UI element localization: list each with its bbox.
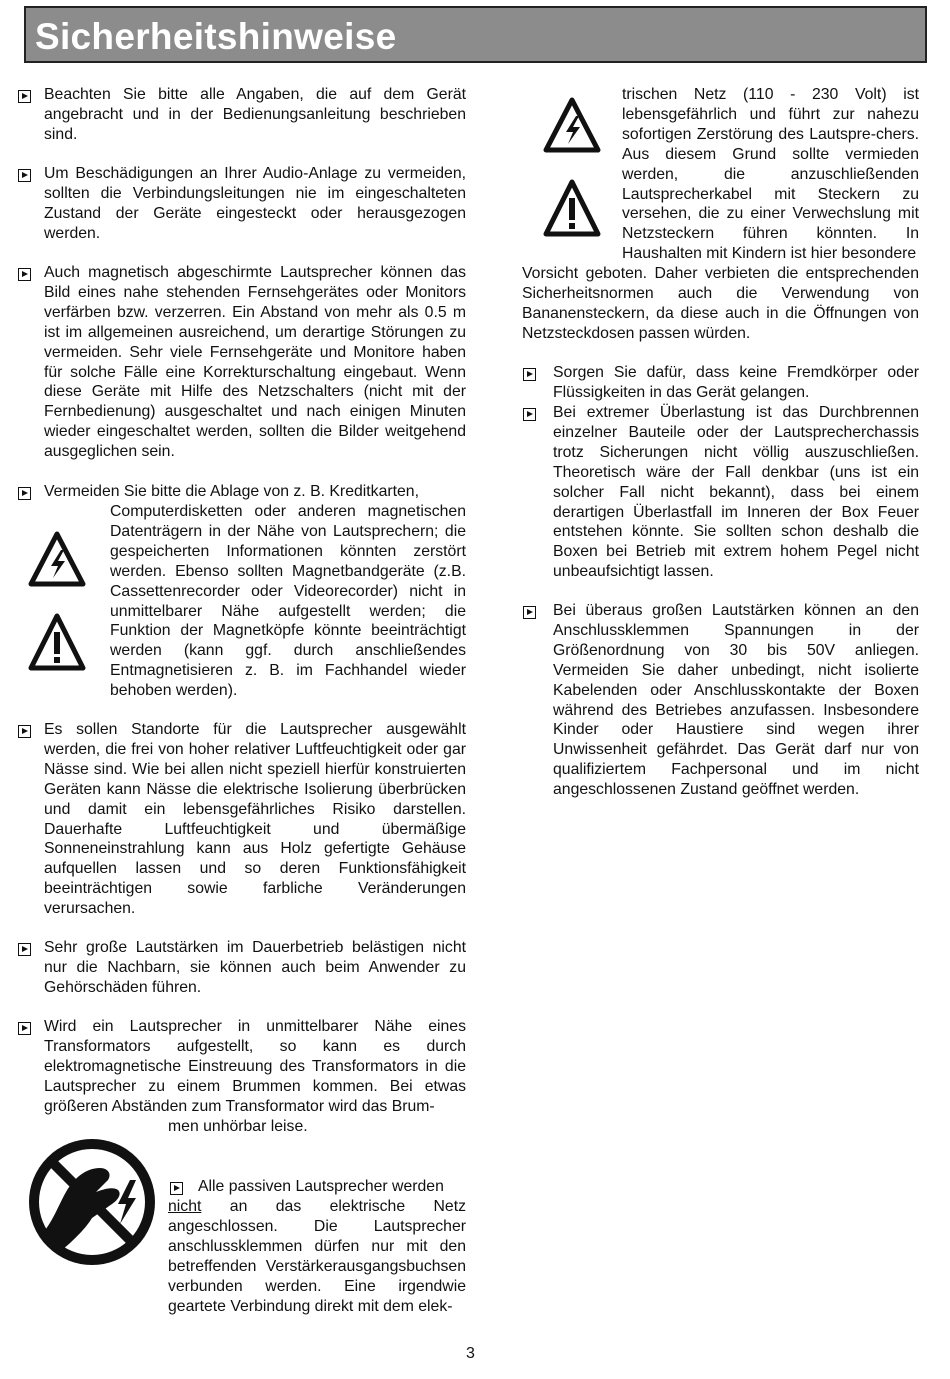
paragraph-note-1 [44, 85, 466, 145]
paragraph-note-4-intro [44, 482, 466, 502]
paragraph-note-5 [44, 720, 466, 919]
paragraph-note-10 [553, 403, 919, 582]
paragraph-note-7 [44, 1017, 466, 1117]
page-number: 3 [466, 1345, 475, 1362]
note-text: trischen Netz (110 - 230 Volt) ist lebensgefährlich und führt zur nahezu sofortigen Zerstörung des Lautspre-chers. Aus diesem Grund sollte vermieden werden, die anzuschließenden Lautsprecherkabel mit Steckern zu versehen, die zu einer Verwechslung mit Netzsteckern führen könnten. In Haushalten mit Kindern ist hier besondere [622, 86, 919, 263]
exclamation-warning-icon [28, 612, 86, 672]
play-bullet-icon [523, 606, 536, 619]
play-bullet-icon [18, 90, 31, 103]
play-bullet-icon [18, 943, 31, 956]
play-bullet-icon [523, 368, 536, 381]
page-title: Sicherheitshinweise [35, 16, 397, 57]
play-bullet-icon [18, 725, 31, 738]
play-bullet-icon [18, 487, 31, 500]
paragraph-note-9 [553, 363, 919, 403]
no-touch-electric-icon [22, 1132, 162, 1272]
note-text [168, 1197, 466, 1316]
paragraph-note-6 [44, 938, 466, 998]
play-bullet-icon [18, 169, 31, 182]
note-text: Alle passiven Lautsprecher werden [198, 1178, 444, 1195]
paragraph-note-7-end [168, 1117, 466, 1137]
exclamation-warning-icon [542, 178, 602, 238]
play-bullet-icon [18, 268, 31, 281]
note-text-rest: an das elektrische Netz angeschlossen. Die Lautsprecher anschlussklemmen dürfen nur mit den betreffenden Verstärkerausgangsbuchsen verbunden werden. Eine irgendwie geartete Verbindung direkt mit dem elek- [168, 1198, 466, 1315]
paragraph-note-11 [553, 601, 919, 800]
paragraph-note-3 [44, 263, 466, 462]
note-text: Auch magnetisch abgeschirmte Lautsprecher können das Bild eines nahe stehenden Fernsehgerätes oder Monitors verfärben bzw. verzerren. Ein Abstand von mehr als 0.5 m ist im allgemeinen ausreichend, um derartige Störungen zu vermeiden. Sehr viele Fernsehgeräte und Monitore haben für solche Fälle eine Korrekturschaltung eingebaut. Wenn diese Geräte mit Hilfe des Netzschalters (nicht mit der Fernbedienung) ausgeschaltet und nach einigen Minuten wieder eingeschaltet werden, sollten die Bilder weitgehend ausgeglichen sein. [44, 264, 466, 461]
note-text: Vermeiden Sie bitte die Ablage von z. B. Kreditkarten, [44, 483, 419, 500]
electric-hazard-icon [542, 96, 602, 154]
paragraph-note-2 [44, 164, 466, 244]
note-text: Wird ein Lautsprecher in unmittelbarer Nähe eines Transformators aufgestellt, so kann es durch elektromagnetische Einstreuung des Transformators in die Lautsprecher zu einem Brummen kommen. Bei etwas größeren Abständen zum Transformator wird das Brum- [44, 1018, 466, 1115]
electric-hazard-icon [28, 530, 86, 588]
note-text: Es sollen Standorte für die Lautsprecher ausgewählt werden, die frei von hoher relativer Luftfeuchtigkeit oder gar Nässe sind. Wie bei allen nicht speziell hierfür konstruierten Geräten kann Nässe die elektrische Isolierung überbrücken und damit ein lebensgefährliches Risiko darstellen. Dauerhafte Luftfeuchtigkeit und übermäßige Sonneneinstrahlung kann aus Holz gefertigte Gehäuse aufquellen lassen und so deren Funktionsfähigkeit beeinträchtigen sowie farbliche Veränderungen verursachen. [44, 721, 466, 918]
paragraph-continued [622, 85, 919, 264]
note-text: Beachten Sie bitte alle Angaben, die auf dem Gerät angebracht und in der Bedienungsanleitung beschrieben sind. [44, 86, 466, 143]
section-header [24, 6, 927, 63]
note-text: Vorsicht geboten. Daher verbieten die entsprechenden Sicherheitsnormen auch die Verwendung von Bananensteckern, da diese auch in die Öffnungen von Netzsteckdosen passen würden. [522, 265, 919, 342]
play-bullet-icon [170, 1182, 183, 1195]
play-bullet-icon [18, 1022, 31, 1035]
paragraph-note-4 [110, 502, 466, 701]
note-text: Computerdisketten oder anderen magnetischen Datenträgern in der Nähe von Lautsprechern; die gespeicherten Informationen könnten zerstört werden. Ebenso sollten Magnetbandgeräte (z.B. Cassettenrecorder oder Videorecorder) nicht in unmittelbarer Nähe aufgestellt werden; die Funktion der Magnetköpfe könnte beeinträchtigt werden (kann ggf. durch anschließendes Entmagnetisieren z. B. im Fachhandel wieder behoben werden). [110, 503, 466, 700]
note-text: Sorgen Sie dafür, dass keine Fremdkörper oder Flüssigkeiten in das Gerät gelangen. [553, 364, 919, 401]
paragraph-continued-2 [522, 264, 919, 344]
paragraph-note-8 [168, 1197, 466, 1316]
note-text: Bei extremer Überlastung ist das Durchbrennen einzelner Bauteile oder der Lautsprecherchassis trotz Sicherungen nicht völlig auszuschließen. Theoretisch wäre der Fall denkbar (uns ist ein solcher Fall nicht bekannt), dass bei einem derartigen Überlastfall im Inneren der Box Feuer entstehen könnte. Sie sollten schon deshalb die Boxen bei Betrieb mit extrem hohem Pegel nicht unbeaufsichtigt lassen. [553, 404, 919, 581]
play-bullet-icon [523, 408, 536, 421]
note-text: Um Beschädigungen an Ihrer Audio-Anlage zu vermeiden, sollten die Verbindungsleitungen nie im eingeschalteten Zustand der Geräte eingesteckt oder herausgezogen werden. [44, 165, 466, 242]
note-text: Sehr große Lautstärken im Dauerbetrieb belästigen nicht nur die Nachbarn, sie können auch beim Anwender zu Gehörschäden führen. [44, 939, 466, 996]
note-text: men unhörbar leise. [168, 1118, 308, 1135]
emphasis-nicht: nicht [168, 1198, 202, 1215]
note-text: Bei überaus großen Lautstärken können an den Anschlussklemmen Spannungen in der Größenordnung von 30 bis 50V anliegen. Vermeiden Sie daher unbedingt, nicht isolierte Kabelenden oder Anschlusskontakte der Boxen während des Betriebes anzufassen. Insbesondere Kinder oder Haustiere sind wegen ihrer Unwissenheit gefährdet. Das Gerät darf nur von qualifiziertem Fachpersonal und im nicht angeschlossenen Zustand geöffnet werden. [553, 602, 919, 799]
paragraph-note-8-intro [198, 1177, 466, 1197]
